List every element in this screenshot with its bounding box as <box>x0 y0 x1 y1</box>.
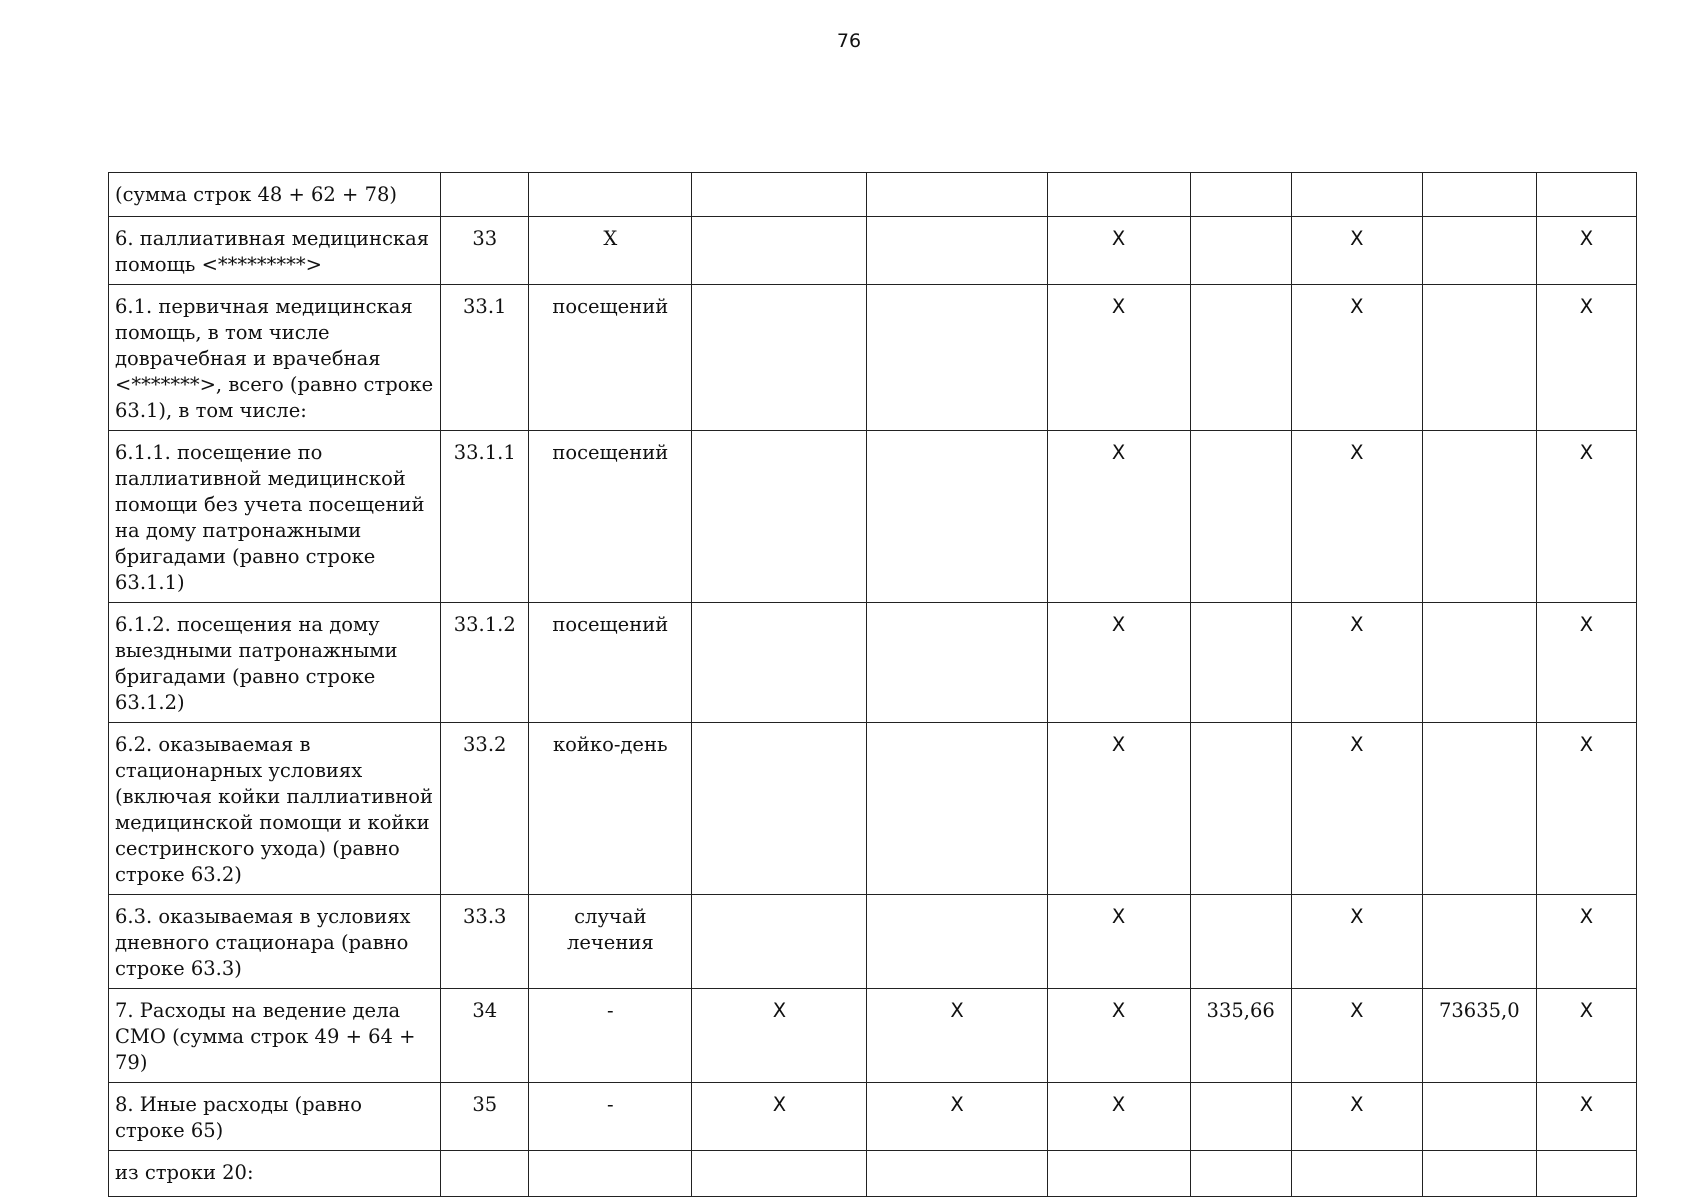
value-cell <box>867 1151 1047 1197</box>
value-cell <box>1047 1151 1190 1197</box>
value-cell <box>692 173 867 217</box>
value-cell <box>1190 603 1291 723</box>
value-cell <box>1190 217 1291 285</box>
value-cell <box>867 603 1047 723</box>
row-name-cell: 7. Расходы на ведение дела СМО (сумма строк 49 + 64 + 79) <box>109 989 441 1083</box>
value-cell <box>1190 431 1291 603</box>
value-cell: X <box>867 989 1047 1083</box>
line-number-cell <box>441 1151 529 1197</box>
value-cell <box>867 431 1047 603</box>
value-cell <box>1291 173 1422 217</box>
unit-cell <box>529 173 692 217</box>
unit-cell: - <box>529 989 692 1083</box>
value-cell <box>692 217 867 285</box>
line-number-cell: 33.3 <box>441 895 529 989</box>
value-cell <box>692 1151 867 1197</box>
value-cell: X <box>1536 723 1636 895</box>
value-cell: X <box>1047 989 1190 1083</box>
value-cell <box>867 895 1047 989</box>
row-name-cell: из строки 20: <box>109 1151 441 1197</box>
line-number-cell: 35 <box>441 1083 529 1151</box>
value-cell <box>1422 285 1536 431</box>
value-cell <box>1190 173 1291 217</box>
line-number-cell: 33.1 <box>441 285 529 431</box>
value-cell <box>1190 1083 1291 1151</box>
value-cell <box>1536 173 1636 217</box>
value-cell: X <box>1047 217 1190 285</box>
table-row <box>109 723 1637 895</box>
unit-cell: X <box>529 217 692 285</box>
value-cell: 73635,0 <box>1422 989 1536 1083</box>
unit-cell: посещений <box>529 431 692 603</box>
value-cell: X <box>1536 989 1636 1083</box>
unit-cell: случай лечения <box>529 895 692 989</box>
table-row <box>109 895 1637 989</box>
value-cell: X <box>1536 217 1636 285</box>
value-cell: X <box>1291 895 1422 989</box>
line-number-cell <box>441 173 529 217</box>
value-cell: X <box>1536 603 1636 723</box>
value-cell <box>692 895 867 989</box>
value-cell <box>1190 1151 1291 1197</box>
value-cell <box>867 173 1047 217</box>
value-cell: X <box>1047 603 1190 723</box>
value-cell <box>1190 895 1291 989</box>
value-cell: X <box>1047 285 1190 431</box>
value-cell: X <box>1291 603 1422 723</box>
value-cell: X <box>1047 431 1190 603</box>
table-row <box>109 603 1637 723</box>
row-name-cell: 6.1.2. посещения на дому выездными патронажными бригадами (равно строке 63.1.2) <box>109 603 441 723</box>
table-row <box>109 1083 1637 1151</box>
value-cell <box>1190 285 1291 431</box>
value-cell <box>692 723 867 895</box>
row-name-cell: 6.1.1. посещение по паллиативной медицинской помощи без учета посещений на дому патронажными бригадами (равно строке 63.1.1) <box>109 431 441 603</box>
value-cell: X <box>692 989 867 1083</box>
line-number-cell: 33.2 <box>441 723 529 895</box>
table-row <box>109 217 1637 285</box>
table-row <box>109 173 1637 217</box>
value-cell <box>867 285 1047 431</box>
value-cell <box>1422 431 1536 603</box>
row-name-cell: 6. паллиативная медицинская помощь <*********> <box>109 217 441 285</box>
value-cell <box>1422 603 1536 723</box>
value-cell: X <box>1047 1083 1190 1151</box>
line-number-cell: 33 <box>441 217 529 285</box>
value-cell <box>867 217 1047 285</box>
value-cell: X <box>1291 217 1422 285</box>
value-cell: X <box>1536 431 1636 603</box>
unit-cell <box>529 1151 692 1197</box>
value-cell <box>1422 217 1536 285</box>
value-cell <box>867 723 1047 895</box>
value-cell <box>692 285 867 431</box>
value-cell <box>1190 723 1291 895</box>
value-cell <box>692 431 867 603</box>
unit-cell: койко-день <box>529 723 692 895</box>
value-cell: X <box>1291 1083 1422 1151</box>
table-row <box>109 285 1637 431</box>
value-cell <box>692 603 867 723</box>
line-number-cell: 34 <box>441 989 529 1083</box>
value-cell: X <box>1536 285 1636 431</box>
value-cell: X <box>1047 895 1190 989</box>
table-row <box>109 1151 1637 1197</box>
value-cell <box>1291 1151 1422 1197</box>
value-cell: X <box>1291 723 1422 895</box>
value-cell: X <box>1536 895 1636 989</box>
row-name-cell: 8. Иные расходы (равно строке 65) <box>109 1083 441 1151</box>
value-cell: X <box>1291 285 1422 431</box>
row-name-cell: (сумма строк 48 + 62 + 78) <box>109 173 441 217</box>
value-cell: X <box>867 1083 1047 1151</box>
unit-cell: - <box>529 1083 692 1151</box>
line-number-cell: 33.1.1 <box>441 431 529 603</box>
value-cell <box>1422 1083 1536 1151</box>
unit-cell: посещений <box>529 603 692 723</box>
line-number-cell: 33.1.2 <box>441 603 529 723</box>
table-body <box>109 173 1637 1197</box>
value-cell: 335,66 <box>1190 989 1291 1083</box>
value-cell: X <box>1536 1083 1636 1151</box>
financing-table <box>108 172 1637 1197</box>
row-name-cell: 6.2. оказываемая в стационарных условиях (включая койки паллиативной медицинской помощи и койки сестринского ухода) (равно строке 63.2) <box>109 723 441 895</box>
value-cell: X <box>692 1083 867 1151</box>
value-cell <box>1422 723 1536 895</box>
unit-cell: посещений <box>529 285 692 431</box>
row-name-cell: 6.1. первичная медицинская помощь, в том числе доврачебная и врачебная <*******>, всего (равно строке 63.1), в том числе: <box>109 285 441 431</box>
value-cell: X <box>1047 723 1190 895</box>
value-cell <box>1422 1151 1536 1197</box>
value-cell <box>1422 173 1536 217</box>
value-cell <box>1047 173 1190 217</box>
row-name-cell: 6.3. оказываемая в условиях дневного стационара (равно строке 63.3) <box>109 895 441 989</box>
table-row <box>109 989 1637 1083</box>
value-cell <box>1536 1151 1636 1197</box>
page-number: 76 <box>836 30 862 52</box>
table-row <box>109 431 1637 603</box>
value-cell <box>1422 895 1536 989</box>
value-cell: X <box>1291 431 1422 603</box>
value-cell: X <box>1291 989 1422 1083</box>
